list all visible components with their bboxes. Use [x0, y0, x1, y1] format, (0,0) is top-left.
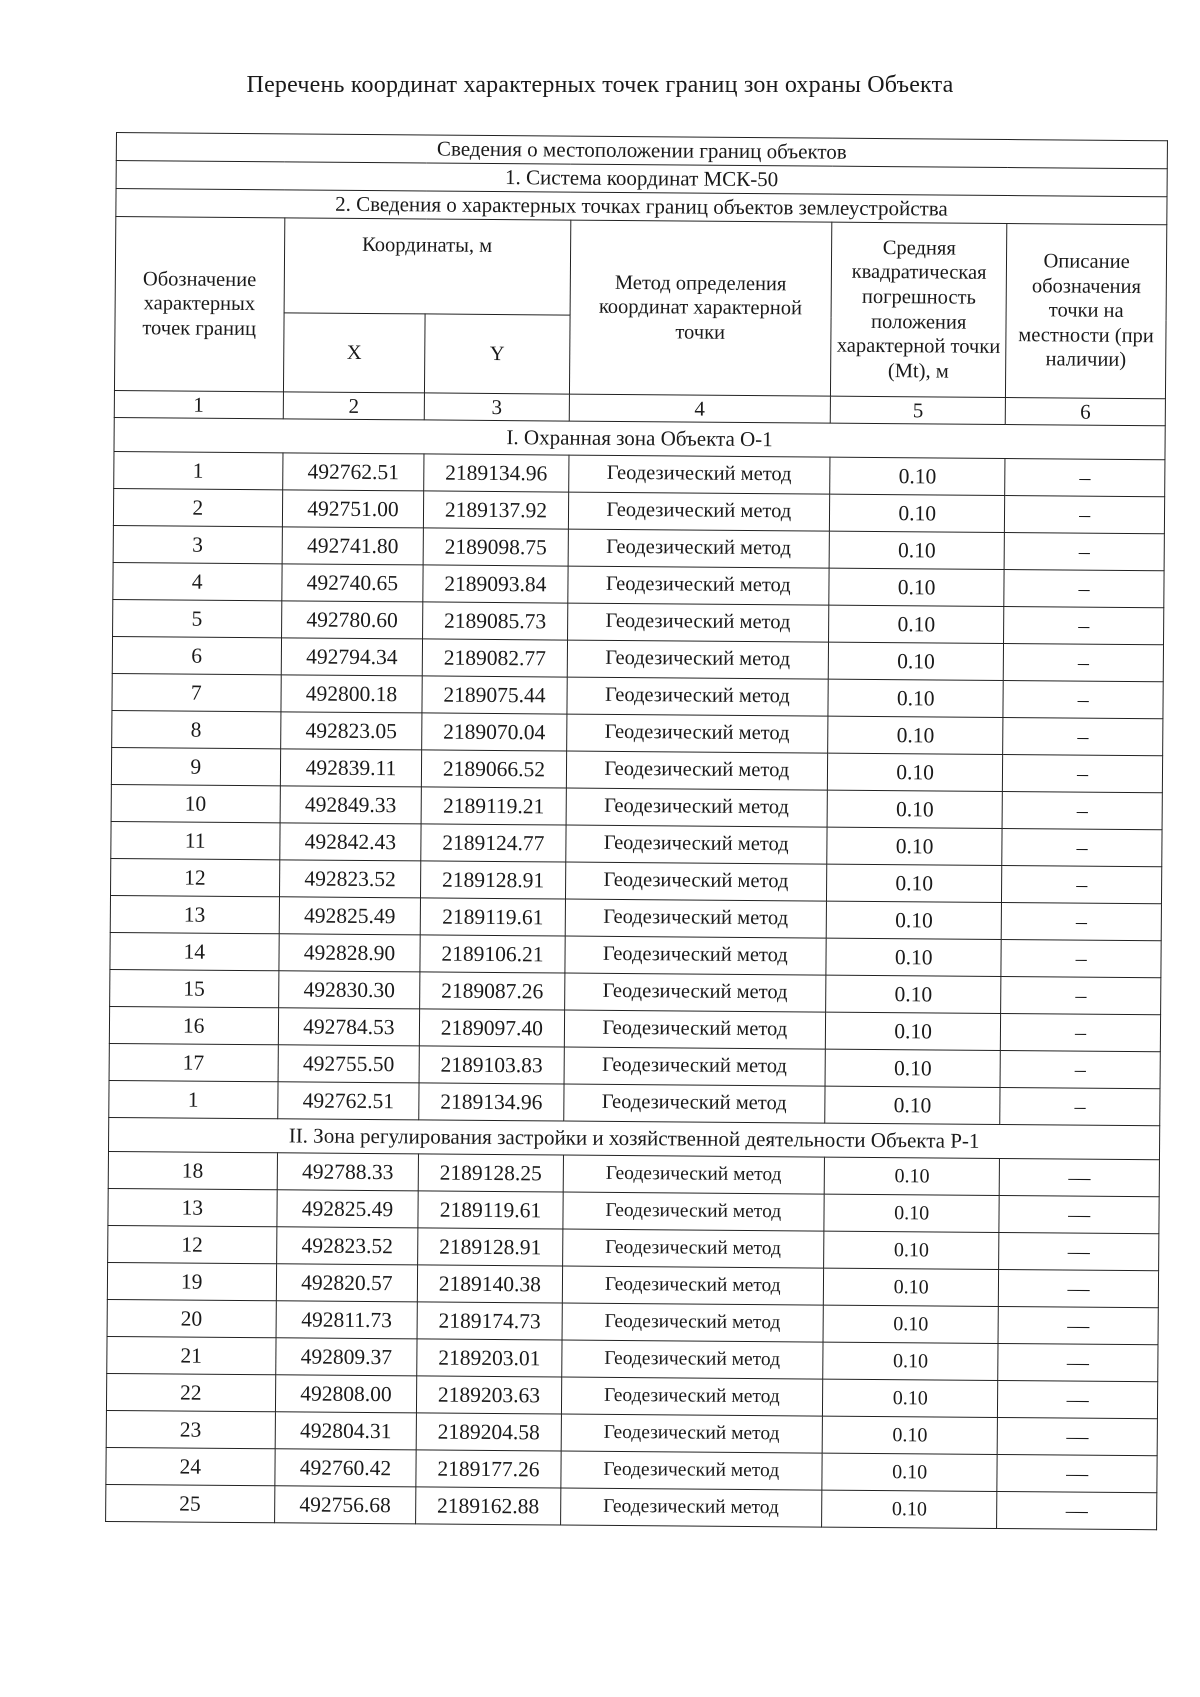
point-cell: 20 [107, 1299, 276, 1337]
accuracy-cell: 0.10 [827, 827, 1002, 865]
header-accuracy: Средняя квадратическая погрешность положения характерной точки (Mt), м [831, 222, 1008, 397]
page-title: Перечень координат характерных точек границ зон охраны Объекта [246, 72, 954, 98]
point-cell: 21 [107, 1336, 276, 1374]
description-cell: – [1004, 532, 1164, 570]
accuracy-cell: 0.10 [827, 790, 1002, 828]
method-cell: Геодезический метод [566, 677, 828, 716]
accuracy-cell: 0.10 [826, 901, 1001, 939]
x-coordinate-cell: 492823.52 [276, 1227, 418, 1265]
description-cell: — [997, 1454, 1157, 1492]
point-cell: 6 [112, 636, 281, 674]
x-coordinate-cell: 492804.31 [275, 1412, 417, 1450]
point-cell: 5 [113, 599, 282, 637]
point-cell: 14 [110, 932, 279, 970]
x-coordinate-cell: 492811.73 [276, 1301, 418, 1339]
point-cell: 22 [106, 1373, 275, 1411]
x-coordinate-cell: 492755.50 [278, 1045, 420, 1083]
y-coordinate-cell: 2189162.88 [416, 1487, 560, 1525]
section-title: II. Зона регулирования застройки и хозяйственной деятельности Объекта Р-1 [108, 1117, 1159, 1159]
point-cell: 3 [113, 525, 282, 563]
y-coordinate-cell: 2189098.75 [423, 528, 567, 566]
method-cell: Геодезический метод [561, 1377, 823, 1416]
point-cell: 1 [114, 451, 283, 489]
description-cell: — [999, 1195, 1159, 1233]
description-cell: – [1004, 606, 1164, 644]
accuracy-cell: 0.10 [825, 1012, 1000, 1050]
method-cell: Геодезический метод [567, 566, 829, 605]
description-cell: – [1000, 1050, 1160, 1088]
x-coordinate-cell: 492830.30 [278, 971, 420, 1009]
method-cell: Геодезический метод [568, 455, 830, 494]
description-cell: — [997, 1491, 1157, 1529]
section-title: I. Охранная зона Объекта О-1 [114, 417, 1165, 459]
point-cell: 24 [106, 1447, 275, 1485]
x-coordinate-cell: 492762.51 [277, 1082, 419, 1120]
x-coordinate-cell: 492823.05 [280, 712, 422, 750]
x-coordinate-cell: 492788.33 [277, 1153, 419, 1191]
accuracy-cell: 0.10 [823, 1305, 998, 1343]
method-cell: Геодезический метод [562, 1303, 824, 1342]
y-coordinate-cell: 2189124.77 [421, 824, 565, 862]
x-coordinate-cell: 492751.00 [282, 490, 424, 528]
point-cell: 17 [109, 1043, 278, 1081]
x-coordinate-cell: 492740.65 [281, 564, 423, 602]
description-cell: — [998, 1343, 1158, 1381]
method-cell: Геодезический метод [560, 1451, 822, 1490]
description-cell: – [1003, 754, 1163, 792]
point-cell: 10 [111, 784, 280, 822]
y-coordinate-cell: 2189140.38 [418, 1265, 562, 1303]
y-coordinate-cell: 2189093.84 [423, 565, 567, 603]
x-coordinate-cell: 492828.90 [278, 934, 420, 972]
table-header-row [115, 217, 1167, 320]
description-cell: – [1001, 902, 1161, 940]
column-number: 6 [1005, 397, 1165, 425]
x-coordinate-cell: 492762.51 [282, 453, 424, 491]
method-cell: Геодезический метод [568, 529, 830, 568]
column-number: 3 [425, 393, 569, 421]
point-cell: 23 [106, 1410, 275, 1448]
x-coordinate-cell: 492842.43 [279, 823, 421, 861]
y-coordinate-cell: 2189134.96 [424, 454, 568, 492]
method-cell: Геодезический метод [564, 973, 826, 1012]
description-cell: – [1001, 939, 1161, 977]
accuracy-cell: 0.10 [829, 605, 1004, 643]
accuracy-cell: 0.10 [827, 864, 1002, 902]
column-number: 5 [830, 396, 1005, 424]
header-coordinates: Координаты, м [284, 218, 571, 315]
method-cell: Геодезический метод [566, 788, 828, 827]
coordinates-table [105, 132, 1168, 1530]
method-cell: Геодезический метод [566, 751, 828, 790]
method-cell: Геодезический метод [565, 899, 827, 938]
header-method: Метод определения координат характерной точки [569, 220, 832, 396]
method-cell: Геодезический метод [566, 714, 828, 753]
point-cell: 18 [108, 1151, 277, 1189]
accuracy-cell: 0.10 [823, 1342, 998, 1380]
y-coordinate-cell: 2189204.58 [417, 1413, 561, 1451]
accuracy-cell: 0.10 [822, 1416, 997, 1454]
accuracy-cell: 0.10 [825, 1086, 1000, 1124]
method-cell: Геодезический метод [568, 492, 830, 531]
y-coordinate-cell: 2189066.52 [422, 750, 566, 788]
banner-points-info: 2. Сведения о характерных точках границ объектов землеустройства [116, 189, 1167, 225]
point-cell: 9 [111, 747, 280, 785]
point-cell: 15 [110, 969, 279, 1007]
y-coordinate-cell: 2189119.61 [418, 1191, 562, 1229]
description-cell: – [1003, 643, 1163, 681]
point-cell: 8 [112, 710, 281, 748]
description-cell: – [1000, 1087, 1160, 1125]
description-cell: — [997, 1417, 1157, 1455]
description-cell: – [1001, 1013, 1161, 1051]
y-coordinate-cell: 2189203.63 [417, 1376, 561, 1414]
method-cell: Геодезический метод [564, 936, 826, 975]
y-coordinate-cell: 2189082.77 [423, 639, 567, 677]
x-coordinate-cell: 492808.00 [275, 1375, 417, 1413]
x-coordinate-cell: 492780.60 [281, 601, 423, 639]
description-cell: – [1003, 717, 1163, 755]
description-cell: – [1005, 458, 1165, 496]
x-coordinate-cell: 492741.80 [282, 527, 424, 565]
description-cell: – [1005, 495, 1165, 533]
point-cell: 13 [110, 895, 279, 933]
header-y: Y [425, 314, 570, 394]
accuracy-cell: 0.10 [824, 1231, 999, 1269]
point-cell: 13 [108, 1188, 277, 1226]
y-coordinate-cell: 2189087.26 [420, 972, 564, 1010]
description-cell: – [1002, 828, 1162, 866]
x-coordinate-cell: 492794.34 [281, 638, 423, 676]
y-coordinate-cell: 2189128.25 [419, 1154, 563, 1192]
point-cell: 25 [106, 1484, 275, 1522]
method-cell: Геодезический метод [567, 603, 829, 642]
y-coordinate-cell: 2189119.21 [421, 787, 565, 825]
description-cell: — [998, 1380, 1158, 1418]
header-point-designation: Обозначение характерных точек границ [114, 217, 284, 392]
x-coordinate-cell: 492825.49 [276, 1190, 418, 1228]
y-coordinate-cell: 2189085.73 [423, 602, 567, 640]
x-coordinate-cell: 492784.53 [278, 1008, 420, 1046]
method-cell: Геодезический метод [562, 1192, 824, 1231]
method-cell: Геодезический метод [560, 1488, 822, 1527]
point-cell: 4 [113, 562, 282, 600]
header-x: X [283, 313, 426, 393]
accuracy-cell: 0.10 [830, 457, 1005, 495]
point-cell: 16 [109, 1006, 278, 1044]
column-number: 4 [569, 394, 831, 423]
accuracy-cell: 0.10 [822, 1453, 997, 1491]
accuracy-cell: 0.10 [822, 1490, 997, 1528]
accuracy-cell: 0.10 [823, 1268, 998, 1306]
y-coordinate-cell: 2189106.21 [420, 935, 564, 973]
description-cell: — [999, 1269, 1159, 1307]
point-cell: 12 [111, 858, 280, 896]
y-coordinate-cell: 2189203.01 [417, 1339, 561, 1377]
point-cell: 7 [112, 673, 281, 711]
x-coordinate-cell: 492756.68 [274, 1486, 416, 1524]
y-coordinate-cell: 2189097.40 [420, 1009, 564, 1047]
accuracy-cell: 0.10 [823, 1379, 998, 1417]
banner-coordinate-system: 1. Система координат МСК-50 [116, 161, 1167, 197]
y-coordinate-cell: 2189174.73 [417, 1302, 561, 1340]
point-cell: 12 [108, 1225, 277, 1263]
method-cell: Геодезический метод [561, 1340, 823, 1379]
method-cell: Геодезический метод [563, 1084, 825, 1123]
y-coordinate-cell: 2189103.83 [419, 1046, 563, 1084]
description-cell: — [999, 1158, 1159, 1196]
x-coordinate-cell: 492825.49 [279, 897, 421, 935]
accuracy-cell: 0.10 [824, 1157, 999, 1195]
method-cell: Геодезический метод [564, 1047, 826, 1086]
accuracy-cell: 0.10 [825, 1049, 1000, 1087]
description-cell: — [998, 1306, 1158, 1344]
accuracy-cell: 0.10 [828, 716, 1003, 754]
y-coordinate-cell: 2189075.44 [422, 676, 566, 714]
description-cell: – [1004, 569, 1164, 607]
method-cell: Геодезический метод [564, 1010, 826, 1049]
method-cell: Геодезический метод [563, 1155, 825, 1194]
x-coordinate-cell: 492820.57 [276, 1264, 418, 1302]
y-coordinate-cell: 2189128.91 [418, 1228, 562, 1266]
description-cell: – [1003, 680, 1163, 718]
accuracy-cell: 0.10 [824, 1194, 999, 1232]
x-coordinate-cell: 492760.42 [274, 1449, 416, 1487]
description-cell: – [1002, 865, 1162, 903]
method-cell: Геодезический метод [565, 862, 827, 901]
method-cell: Геодезический метод [565, 825, 827, 864]
accuracy-cell: 0.10 [828, 642, 1003, 680]
y-coordinate-cell: 2189137.92 [424, 491, 568, 529]
y-coordinate-cell: 2189070.04 [422, 713, 566, 751]
method-cell: Геодезический метод [562, 1229, 824, 1268]
y-coordinate-cell: 2189119.61 [421, 898, 565, 936]
accuracy-cell: 0.10 [827, 753, 1002, 791]
accuracy-cell: 0.10 [829, 568, 1004, 606]
y-coordinate-cell: 2189128.91 [421, 861, 565, 899]
column-number: 1 [114, 390, 283, 418]
x-coordinate-cell: 492823.52 [279, 860, 421, 898]
x-coordinate-cell: 492849.33 [280, 786, 422, 824]
accuracy-cell: 0.10 [826, 938, 1001, 976]
x-coordinate-cell: 492839.11 [280, 749, 422, 787]
point-cell: 1 [109, 1080, 278, 1118]
column-number: 2 [283, 392, 425, 420]
point-cell: 11 [111, 821, 280, 859]
method-cell: Геодезический метод [562, 1266, 824, 1305]
accuracy-cell: 0.10 [828, 679, 1003, 717]
y-coordinate-cell: 2189177.26 [416, 1450, 560, 1488]
accuracy-cell: 0.10 [829, 494, 1004, 532]
description-cell: – [1002, 791, 1162, 829]
x-coordinate-cell: 492800.18 [280, 675, 422, 713]
point-cell: 2 [113, 488, 282, 526]
header-description: Описание обозначения точки на местности (при наличии) [1006, 224, 1167, 399]
point-cell: 19 [107, 1262, 276, 1300]
method-cell: Геодезический метод [567, 640, 829, 679]
method-cell: Геодезический метод [561, 1414, 823, 1453]
accuracy-cell: 0.10 [829, 531, 1004, 569]
banner-main: Сведения о местоположении границ объектов [116, 133, 1167, 169]
table-row [106, 1484, 1157, 1529]
accuracy-cell: 0.10 [826, 975, 1001, 1013]
description-cell: – [1001, 976, 1161, 1014]
y-coordinate-cell: 2189134.96 [419, 1083, 563, 1121]
description-cell: — [999, 1232, 1159, 1270]
x-coordinate-cell: 492809.37 [275, 1338, 417, 1376]
